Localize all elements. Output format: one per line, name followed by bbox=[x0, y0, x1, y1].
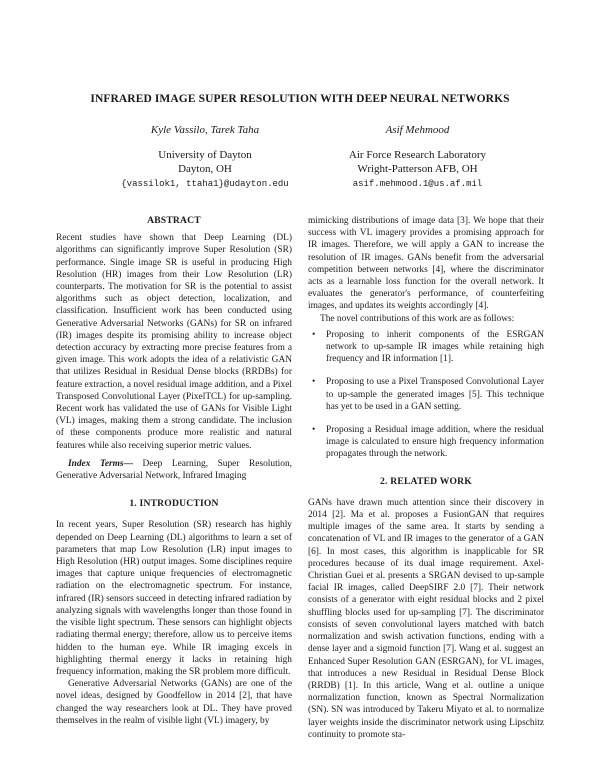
abstract-text: Recent studies have shown that Deep Learning (DL) algorithms can significantly improve Super Resolution (SR) performance. Single image SR is useful in producing High Resolution (HR) images from their Low Resolution (LR) counterparts. The motivation for SR is the potential to assist algorithms such as object detection, localization, and classification. Insufficient work has been conducted using Generative Adversarial Networks (GANs) for SR on infrared (IR) images despite its promising ability to increase object detection accuracy by extracting more precise features from a given image. This work adopts the idea of a relativistic GAN that utilizes Residual in Residual Dense blocks (RRDBs) for feature extraction, a novel residual image addition, and a Pixel Transposed Convolutional Layer (PixelTCL) for up-sampling. Recent work has validated the use of GANs for Visible Light (VL) images, making them a strong candidate. The inclusion of these components produce more realistic and natural features while also receiving superior metric values. bbox=[56, 233, 292, 451]
right-column bbox=[308, 215, 544, 741]
list-item: • Proposing to inherit components of the ESRGAN network to up-sample IR images while retaining high frequency and IR information [1]. bbox=[312, 329, 544, 365]
institution: Air Force Research Laboratory bbox=[348, 148, 487, 161]
author-names: Asif Mehmood bbox=[385, 124, 450, 136]
bullet-icon: • bbox=[312, 425, 316, 436]
affiliation-udayton bbox=[110, 123, 300, 191]
index-terms bbox=[56, 458, 292, 482]
introduction-heading: 1. INTRODUCTION bbox=[129, 498, 219, 510]
index-terms-label: Index Terms— bbox=[68, 458, 133, 469]
location: Dayton, OH bbox=[178, 163, 232, 175]
paper-title: INFRARED IMAGE SUPER RESOLUTION WITH DEEP NEURAL NETWORKS bbox=[90, 93, 510, 105]
related-work-text: GANs have drawn much attention since their discovery in 2014 [2]. Ma et al. proposes a FusionGAN that requires multiple images of the same area. It starts by sending a concatenation of VL and IR images to the generator of a GAN [6]. In most cases, this algorithm is inapplicable for SR procedures because of its dual image requirement. Axel-Christian Guei et al. presents a SRGAN devised to up-sample facial IR images, called DeepSIRF 2.0 [7]. Their network consists of a generator with eight residual blocks and 2 pixel shuffling blocks used for up-sampling [7]. The discriminator consists of seven convolutional layers matched with batch normalization and swish activation functions, ending with a dense layer and a sigmoid function [7]. Wang et al. suggest an Enhanced Super Resolution GAN (ESRGAN), for VL images, that introduces a new Residual in Residual Dense Block (RRDB) [1]. In this article, Wang et al. outline a unique normalization function, known as Spectral Normalization (SN). SN was introduced by Takeru Miyato et al. to normalize layer weights inside the discriminator network using Lipschitz continuity to promote sta- bbox=[308, 497, 544, 740]
bullet-icon: • bbox=[312, 377, 316, 388]
institution: University of Dayton bbox=[158, 148, 252, 161]
contributions-list bbox=[308, 329, 544, 461]
abstract-heading: ABSTRACT bbox=[147, 215, 201, 226]
bullet-icon: • bbox=[312, 329, 316, 340]
intro-continuation: mimicking distributions of image data [3]. We hope that their success with VL imagery provides a promising approach for IR images. Therefore, we will apply a GAN to increase the resolution of IR images. GANs benefit from the adversarial competition between networks [4], where the discriminator acts as a learnable loss function for the overall network. It evaluates the generator's performance, of counterfeiting images, and updates its weights accordingly [4]. bbox=[308, 216, 544, 312]
affiliation-afrl bbox=[325, 123, 510, 191]
author-names: Kyle Vassilo, Tarek Taha bbox=[150, 124, 260, 136]
contributions-intro: The novel contributions of this work are as follows: bbox=[320, 313, 515, 324]
related-work-heading: 2. RELATED WORK bbox=[380, 475, 472, 487]
location: Wright-Patterson AFB, OH bbox=[357, 163, 478, 175]
introduction-paragraph: In recent years, Super Resolution (SR) research has highly depended on Deep Learning (DL) algorithms to learn a set of parameters that map Low Resolution (LR) input images to High Resolution (HR) output images. Some disciplines require images that capture unique frequencies of electromagnetic radiation on the electromagnetic spectrum. For instance, infrared (IR) sensors succeed in detecting infrared radiation by analyzing signals with wavelengths longer than those found in the visible light spectrum. These sensors can highlight objects radiating thermal energy; therefore, allow us to perceive items hidden to the human eye. While IR imaging excels in highlighting thermal energy it lacks in retaining high frequency information, making the SR problem more difficult. bbox=[56, 520, 292, 677]
author-email: asif.mehmood.1@us.af.mil bbox=[352, 178, 483, 189]
author-email: {vassilok1, ttaha1}@udayton.edu bbox=[121, 178, 289, 189]
list-item: • Proposing a Residual image addition, where the residual image is calculated to ensure high frequency information propagates through the network. bbox=[312, 425, 544, 460]
introduction-paragraph: Generative Adversarial Networks (GANs) are one of the novel ideas, designed by Goodfellow in 2014 [2], that have changed the way researchers look at DL. They have proved themselves in the realm of visible light (VL) imagery, by bbox=[56, 679, 292, 726]
list-item: • Proposing to use a Pixel Transposed Convolutional Layer to up-sample the generated images [5]. This technique has yet to be used in a GAN setting. bbox=[312, 377, 544, 412]
left-column bbox=[56, 215, 292, 727]
index-terms-text: Deep Learning, Super Resolution, Generative Adversarial Network, Infrared Imaging bbox=[56, 458, 292, 482]
